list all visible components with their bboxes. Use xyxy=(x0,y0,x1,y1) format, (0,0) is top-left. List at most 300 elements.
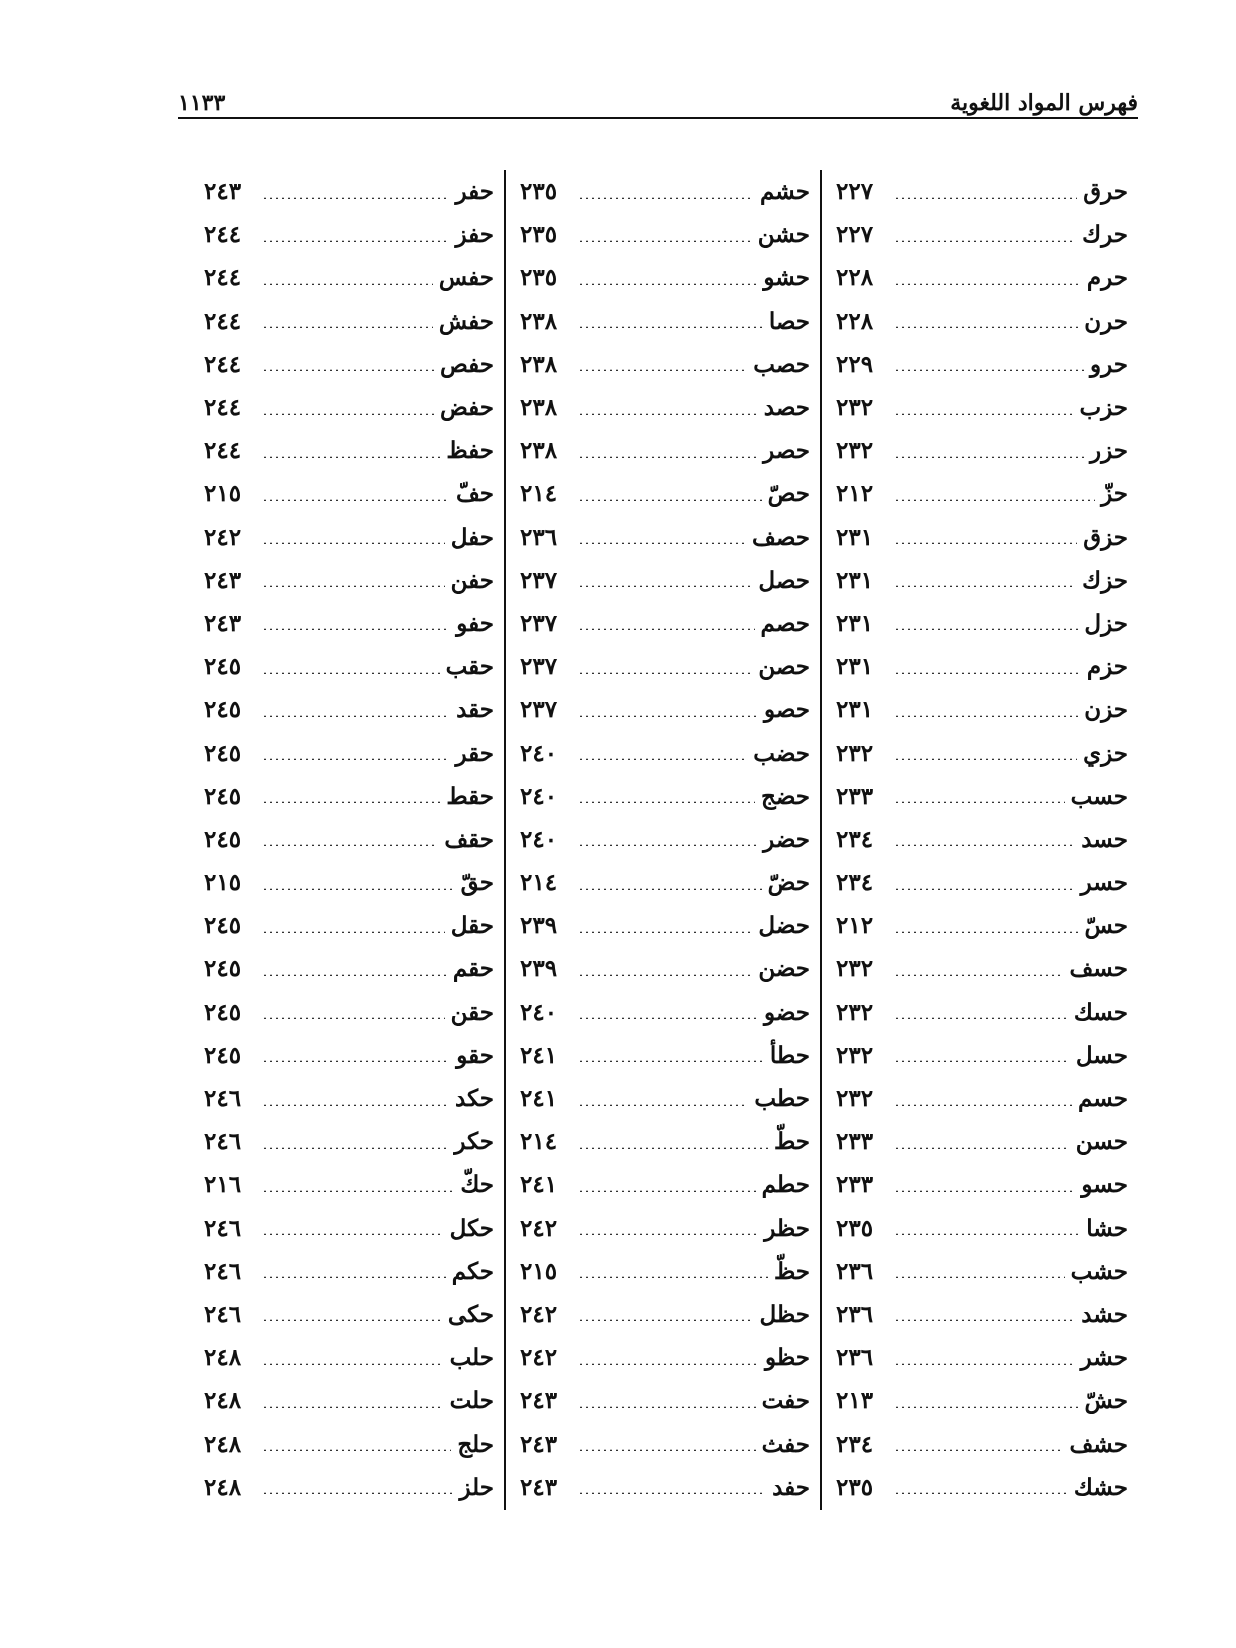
dot-leader xyxy=(262,1363,444,1365)
entry-word: حسن xyxy=(1075,1128,1128,1156)
entry-word: حطأ xyxy=(769,1041,810,1069)
dot-leader xyxy=(894,801,1065,803)
entry-page-number: ٢٣٩ xyxy=(520,912,558,940)
entry-page-number: ٢٤٣ xyxy=(520,1473,558,1501)
index-table xyxy=(190,170,1138,1510)
entry-word: حشب xyxy=(1070,1257,1128,1285)
index-entry xyxy=(520,170,810,213)
entry-page-number: ٢٤٢ xyxy=(520,1344,558,1372)
entry-page-number: ٢٤٠ xyxy=(520,782,558,810)
dot-leader xyxy=(894,888,1075,890)
dot-leader xyxy=(894,1060,1070,1062)
dot-leader xyxy=(578,801,755,803)
dot-leader xyxy=(578,413,758,415)
index-entry xyxy=(204,904,494,947)
index-entry xyxy=(204,861,494,904)
dot-leader xyxy=(894,672,1081,674)
index-entry xyxy=(520,1379,810,1422)
entry-page-number: ٢١٥ xyxy=(204,480,242,508)
entry-word: حكى xyxy=(447,1300,494,1328)
dot-leader xyxy=(894,585,1076,587)
entry-page-number: ٢٣٢ xyxy=(836,998,874,1026)
entry-page-number: ٢٣٦ xyxy=(520,523,558,551)
dot-leader xyxy=(578,931,752,933)
entry-word: حصف xyxy=(752,523,810,551)
entry-page-number: ٢٢٨ xyxy=(836,264,874,292)
index-entry xyxy=(520,429,810,472)
dot-leader xyxy=(578,672,752,674)
index-entry xyxy=(836,1466,1128,1509)
dot-leader xyxy=(578,1406,756,1408)
entry-word: حسم xyxy=(1077,1085,1128,1113)
entry-page-number: ٢١٤ xyxy=(520,480,558,508)
index-entry xyxy=(836,1379,1128,1422)
entry-page-number: ٢٤٥ xyxy=(204,1041,242,1069)
entry-page-number: ٢٤٢ xyxy=(520,1300,558,1328)
dot-leader xyxy=(578,1449,756,1451)
dot-leader xyxy=(262,931,445,933)
entry-word: حفص xyxy=(439,350,494,378)
entry-word: حزّ xyxy=(1101,480,1128,508)
index-entry xyxy=(520,559,810,602)
index-entry xyxy=(836,472,1128,515)
entry-page-number: ٢٣٥ xyxy=(520,264,558,292)
index-entry xyxy=(836,1336,1128,1379)
entry-word: حفت xyxy=(761,1387,810,1415)
entry-word: حزل xyxy=(1084,609,1128,637)
dot-leader xyxy=(894,326,1078,328)
entry-page-number: ٢٤٤ xyxy=(204,264,242,292)
entry-word: حزب xyxy=(1079,394,1128,422)
dot-leader xyxy=(262,974,447,976)
entry-word: حفس xyxy=(438,264,494,292)
dot-leader xyxy=(262,542,445,544)
entry-word: حضو xyxy=(763,998,810,1026)
dot-leader xyxy=(262,197,449,199)
index-entry xyxy=(204,775,494,818)
dot-leader xyxy=(894,1190,1075,1192)
entry-page-number: ٢٣١ xyxy=(836,523,874,551)
dot-leader xyxy=(262,326,433,328)
dot-leader xyxy=(894,1233,1080,1235)
dot-leader xyxy=(578,1276,768,1278)
entry-word: حفز xyxy=(455,221,494,249)
entry-page-number: ٢٤٤ xyxy=(204,221,242,249)
index-entry xyxy=(204,343,494,386)
entry-page-number: ٢١٢ xyxy=(836,480,874,508)
index-entry xyxy=(204,1336,494,1379)
index-entry xyxy=(520,1207,810,1250)
dot-leader xyxy=(578,715,758,717)
dot-leader xyxy=(578,585,752,587)
entry-page-number: ٢٤٣ xyxy=(520,1387,558,1415)
entry-word: حقّ xyxy=(460,869,494,897)
index-entry xyxy=(836,818,1128,861)
index-entry xyxy=(204,991,494,1034)
entry-page-number: ٢٢٨ xyxy=(836,307,874,335)
index-entry xyxy=(836,1293,1128,1336)
entry-word: حقم xyxy=(452,955,494,983)
index-column-1 xyxy=(822,170,1138,1510)
index-entry xyxy=(836,170,1128,213)
entry-word: حرك xyxy=(1082,221,1128,249)
entry-page-number: ٢٣٥ xyxy=(836,1473,874,1501)
dot-leader xyxy=(262,1492,453,1494)
entry-word: حشك xyxy=(1073,1473,1128,1501)
index-entry xyxy=(836,1077,1128,1120)
entry-word: حصد xyxy=(763,394,810,422)
index-entry xyxy=(204,213,494,256)
entry-page-number: ٢٣٦ xyxy=(836,1300,874,1328)
entry-word: حقر xyxy=(455,739,494,767)
dot-leader xyxy=(262,1406,444,1408)
entry-page-number: ٢٤٥ xyxy=(204,998,242,1026)
index-entry xyxy=(836,991,1128,1034)
entry-word: حفو xyxy=(456,609,494,637)
dot-leader xyxy=(262,844,438,846)
index-entry xyxy=(836,1422,1128,1465)
index-entry xyxy=(836,516,1128,559)
dot-leader xyxy=(894,456,1084,458)
entry-page-number: ٢٢٧ xyxy=(836,221,874,249)
entry-word: حقل xyxy=(450,912,494,940)
dot-leader xyxy=(578,456,757,458)
dot-leader xyxy=(894,1319,1075,1321)
entry-word: حطب xyxy=(754,1085,810,1113)
entry-word: حصر xyxy=(763,437,810,465)
index-entry xyxy=(520,775,810,818)
index-entry xyxy=(520,1077,810,1120)
index-entry xyxy=(520,731,810,774)
entry-word: حصن xyxy=(758,653,810,681)
entry-word: حزم xyxy=(1086,653,1128,681)
entry-page-number: ٢٢٧ xyxy=(836,178,874,206)
index-entry xyxy=(836,343,1128,386)
entry-page-number: ٢٤٥ xyxy=(204,653,242,681)
dot-leader xyxy=(894,1276,1065,1278)
index-entry xyxy=(836,947,1128,990)
dot-leader xyxy=(578,1190,756,1192)
index-entry xyxy=(204,688,494,731)
dot-leader xyxy=(578,326,763,328)
entry-word: حلز xyxy=(459,1473,494,1501)
index-entry xyxy=(204,1379,494,1422)
index-entry xyxy=(520,516,810,559)
entry-page-number: ٢٤٥ xyxy=(204,955,242,983)
entry-page-number: ٢٤٢ xyxy=(204,523,242,551)
entry-page-number: ٢٣٢ xyxy=(836,955,874,983)
entry-word: حضّ xyxy=(767,869,810,897)
entry-word: حسد xyxy=(1081,825,1128,853)
entry-word: حسّ xyxy=(1084,912,1128,940)
index-entry xyxy=(836,1250,1128,1293)
entry-word: حشر xyxy=(1080,1344,1128,1372)
entry-word: حكل xyxy=(449,1214,494,1242)
index-entry xyxy=(204,1293,494,1336)
index-entry xyxy=(836,1120,1128,1163)
entry-page-number: ٢٣٣ xyxy=(836,1128,874,1156)
entry-page-number: ٢٤٣ xyxy=(204,566,242,594)
index-entry xyxy=(836,731,1128,774)
entry-page-number: ٢٣٢ xyxy=(836,739,874,767)
entry-page-number: ٢٤٥ xyxy=(204,739,242,767)
index-entry xyxy=(204,947,494,990)
index-entry xyxy=(520,300,810,343)
entry-word: حسر xyxy=(1080,869,1128,897)
entry-page-number: ٢٤١ xyxy=(520,1171,558,1199)
dot-leader xyxy=(894,413,1073,415)
entry-page-number: ٢٤٠ xyxy=(520,739,558,767)
index-entry xyxy=(520,818,810,861)
index-entry xyxy=(520,904,810,947)
entry-page-number: ٢١٥ xyxy=(520,1257,558,1285)
index-entry xyxy=(836,775,1128,818)
entry-word: حلت xyxy=(449,1387,494,1415)
entry-word: حطّ xyxy=(773,1128,810,1156)
entry-word: حفض xyxy=(439,394,494,422)
entry-page-number: ٢٣٢ xyxy=(836,437,874,465)
index-entry xyxy=(836,256,1128,299)
dot-leader xyxy=(894,1017,1068,1019)
dot-leader xyxy=(894,1363,1075,1365)
index-entry xyxy=(204,559,494,602)
entry-word: حصو xyxy=(763,696,810,724)
dot-leader xyxy=(894,1492,1068,1494)
entry-word: حشف xyxy=(1069,1430,1128,1458)
entry-page-number: ٢٣٨ xyxy=(520,437,558,465)
entry-page-number: ٢٢٩ xyxy=(836,350,874,378)
index-entry xyxy=(520,343,810,386)
entry-page-number: ٢٤٢ xyxy=(520,1214,558,1242)
entry-page-number: ٢٣٤ xyxy=(836,825,874,853)
entry-word: حظر xyxy=(764,1214,810,1242)
dot-leader xyxy=(262,283,433,285)
dot-leader xyxy=(262,1449,451,1451)
entry-page-number: ٢٤١ xyxy=(520,1041,558,1069)
dot-leader xyxy=(262,1147,448,1149)
index-entry xyxy=(520,688,810,731)
entry-page-number: ٢٣٧ xyxy=(520,566,558,594)
index-entry xyxy=(204,429,494,472)
index-entry xyxy=(836,213,1128,256)
entry-word: حفّ xyxy=(455,480,494,508)
entry-page-number: ٢٣٧ xyxy=(520,609,558,637)
entry-word: حضر xyxy=(763,825,810,853)
entry-page-number: ٢٤٣ xyxy=(520,1430,558,1458)
entry-page-number: ٢٣٧ xyxy=(520,653,558,681)
index-entry xyxy=(520,256,810,299)
entry-page-number: ٢٤٤ xyxy=(204,437,242,465)
dot-leader xyxy=(894,715,1078,717)
entry-page-number: ٢٣٢ xyxy=(836,1085,874,1113)
entry-word: حسب xyxy=(1070,782,1128,810)
dot-leader xyxy=(578,197,754,199)
entry-page-number: ٢٣١ xyxy=(836,609,874,637)
entry-word: حفد xyxy=(772,1473,810,1501)
index-entry xyxy=(836,429,1128,472)
running-title: فهرس المواد اللغوية xyxy=(950,90,1138,116)
dot-leader xyxy=(894,542,1077,544)
index-entry xyxy=(204,731,494,774)
dot-leader xyxy=(262,1104,449,1106)
entry-page-number: ٢٤٤ xyxy=(204,394,242,422)
entry-page-number: ٢٣٢ xyxy=(836,394,874,422)
dot-leader xyxy=(578,1319,753,1321)
entry-word: حفظ xyxy=(446,437,494,465)
entry-word: حزي xyxy=(1083,739,1128,767)
dot-leader xyxy=(578,888,762,890)
index-entry xyxy=(204,472,494,515)
entry-word: حظو xyxy=(765,1344,810,1372)
dot-leader xyxy=(262,1276,446,1278)
dot-leader xyxy=(262,369,434,371)
entry-word: حصل xyxy=(758,566,810,594)
entry-word: حطم xyxy=(761,1171,810,1199)
entry-page-number: ٢٣٩ xyxy=(520,955,558,983)
entry-page-number: ٢٣١ xyxy=(836,566,874,594)
index-entry xyxy=(520,602,810,645)
entry-word: حصم xyxy=(760,609,810,637)
index-entry xyxy=(204,818,494,861)
dot-leader xyxy=(894,844,1075,846)
dot-leader xyxy=(578,240,752,242)
dot-leader xyxy=(578,844,757,846)
entry-page-number: ٢٤٨ xyxy=(204,1344,242,1372)
entry-word: حكم xyxy=(451,1257,494,1285)
index-entry xyxy=(836,645,1128,688)
dot-leader xyxy=(262,1190,454,1192)
entry-page-number: ٢٤٥ xyxy=(204,696,242,724)
index-entry xyxy=(204,1466,494,1509)
dot-leader xyxy=(894,240,1076,242)
entry-page-number: ٢٤٦ xyxy=(204,1128,242,1156)
entry-page-number: ٢٤٥ xyxy=(204,782,242,810)
entry-word: حفن xyxy=(450,566,494,594)
entry-page-number: ٢٤٦ xyxy=(204,1257,242,1285)
entry-page-number: ٢٤٨ xyxy=(204,1473,242,1501)
dot-leader xyxy=(894,931,1078,933)
entry-word: حسو xyxy=(1081,1171,1128,1199)
entry-page-number: ٢٤٨ xyxy=(204,1387,242,1415)
entry-word: حكد xyxy=(455,1085,494,1113)
dot-leader xyxy=(262,888,455,890)
dot-leader xyxy=(262,1319,442,1321)
entry-word: حشد xyxy=(1081,1300,1128,1328)
index-entry xyxy=(204,1077,494,1120)
dot-leader xyxy=(578,1104,748,1106)
dot-leader xyxy=(262,585,445,587)
entry-page-number: ٢٤٤ xyxy=(204,350,242,378)
dot-leader xyxy=(894,369,1084,371)
entry-page-number: ٢٣٦ xyxy=(836,1344,874,1372)
entry-page-number: ٢٤١ xyxy=(520,1085,558,1113)
entry-page-number: ٢٤٤ xyxy=(204,307,242,335)
index-entry xyxy=(520,645,810,688)
entry-word: حفث xyxy=(761,1430,810,1458)
dot-leader xyxy=(262,456,440,458)
dot-leader xyxy=(262,499,450,501)
dot-leader xyxy=(894,1406,1078,1408)
entry-word: حضب xyxy=(753,739,810,767)
entry-page-number: ٢٤٠ xyxy=(520,825,558,853)
entry-page-number: ٢٤٠ xyxy=(520,998,558,1026)
entry-page-number: ٢٤٣ xyxy=(204,609,242,637)
dot-leader xyxy=(894,1147,1070,1149)
index-entry xyxy=(836,688,1128,731)
index-entry xyxy=(520,1293,810,1336)
dot-leader xyxy=(262,672,440,674)
entry-page-number: ٢٤٨ xyxy=(204,1430,242,1458)
entry-word: حقط xyxy=(446,782,494,810)
dot-leader xyxy=(578,1363,759,1365)
entry-word: حقن xyxy=(450,998,494,1026)
entry-word: حسل xyxy=(1075,1041,1128,1069)
entry-page-number: ٢١٣ xyxy=(836,1387,874,1415)
dot-leader xyxy=(262,1233,444,1235)
entry-word: حقو xyxy=(456,1041,494,1069)
index-entry xyxy=(836,1163,1128,1206)
header-rule xyxy=(178,117,1138,119)
entry-page-number: ٢١٢ xyxy=(836,912,874,940)
entry-word: حكر xyxy=(454,1128,494,1156)
entry-word: حقد xyxy=(456,696,494,724)
entry-word: حلب xyxy=(449,1344,494,1372)
entry-page-number: ٢٣٨ xyxy=(520,350,558,378)
dot-leader xyxy=(578,1017,758,1019)
entry-word: حظّ xyxy=(773,1257,810,1285)
entry-word: حزك xyxy=(1082,566,1128,594)
entry-page-number: ٢٣٤ xyxy=(836,869,874,897)
entry-word: حضل xyxy=(758,912,810,940)
entry-page-number: ٢٤٦ xyxy=(204,1300,242,1328)
index-entry xyxy=(836,300,1128,343)
entry-page-number: ٢٤٣ xyxy=(204,178,242,206)
entry-page-number: ٢٣٣ xyxy=(836,1171,874,1199)
entry-page-number: ٢٣٦ xyxy=(836,1257,874,1285)
index-entry xyxy=(520,213,810,256)
dot-leader xyxy=(262,628,450,630)
index-entry xyxy=(520,1163,810,1206)
dot-leader xyxy=(894,628,1078,630)
dot-leader xyxy=(894,197,1077,199)
entry-page-number: ٢٤٦ xyxy=(204,1214,242,1242)
index-entry xyxy=(520,947,810,990)
index-entry xyxy=(204,1207,494,1250)
entry-word: حصّ xyxy=(767,480,810,508)
index-entry xyxy=(520,991,810,1034)
index-entry xyxy=(204,602,494,645)
entry-word: حزن xyxy=(1084,696,1128,724)
index-entry xyxy=(520,1466,810,1509)
dot-leader xyxy=(578,1060,764,1062)
dot-leader xyxy=(262,758,449,760)
entry-page-number: ٢٣٥ xyxy=(520,178,558,206)
entry-page-number: ٢١٤ xyxy=(520,869,558,897)
entry-page-number: ٢١٦ xyxy=(204,1171,242,1199)
index-column-2 xyxy=(506,170,822,1510)
index-entry xyxy=(204,1034,494,1077)
dot-leader xyxy=(578,628,755,630)
entry-word: حرن xyxy=(1084,307,1128,335)
index-entry xyxy=(520,472,810,515)
entry-word: حضج xyxy=(760,782,810,810)
entry-word: حلج xyxy=(457,1430,494,1458)
index-entry xyxy=(520,861,810,904)
entry-page-number: ٢٣٧ xyxy=(520,696,558,724)
dot-leader xyxy=(578,1147,768,1149)
entry-word: حشم xyxy=(759,178,810,206)
index-entry xyxy=(520,1336,810,1379)
